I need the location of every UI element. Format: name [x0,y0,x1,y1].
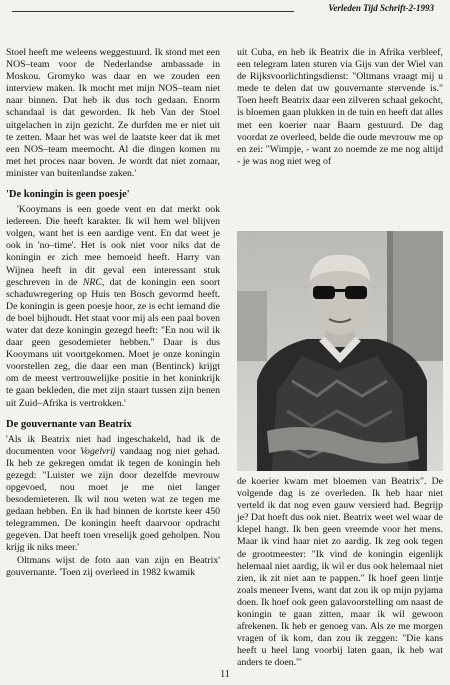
running-header: Verleden Tijd Schrift-2-1993 [328,3,434,13]
paragraph: 'Als ik Beatrix niet had ingeschakeld, had ik de documenten voor Vogelvrij vandaag nog niet gehad. Ik heb ze gekregen omdat ik tegen de koningin heb gezegd: "Luister we zijn door dezelfde mevrouw opgevoed, nou moet je me niet langer besodemieteren. Ik wil nou weten wat ze tegen me gedaan hebben. En ik had binnen de kortste keer 450 telegrammen. De koningin heeft daarvoor opdracht gegeven. Dat heeft toen vreselijk goed geholpen. Nou krijg ik niks meer.' [6,433,221,554]
left-column [6,47,220,579]
paragraph: de koerier kwam met bloemen van Beatrix". De volgende dag is ze overleden. Ik heb haar niet verteld ik dat nog even gauw versierd had. Begrijp je? Dat hoeft dus ook niet. Beatrix weet wel waar de klepel hangt. Ik ben geen vreemde voor het mens. Maar ik vind haar niet zo aardig. Ik zeg ook tegen de grootmeester: "Ik vind de koningin eigenlijk helemaal niet aardig, ik wil er dus ook helemaal niet zien, ik zit niet aan te pappen." Ik hoef geen lintje zoals meneer Ivens, want dat zou ik op mijn pyjama doen. Ik hoef ook geen galavoorstelling om naast de koningin te gaan zitten, maar ik wil gewoon afrekenen. Ik heb er genoeg van. Als ze me morgen vragen of ik kom, dan zou ik zeggen: "Die kans heeft u heel lang voorbij laten gaan, ik heb wat anders te doen."' [237,476,443,669]
paragraph: uit Cuba, en heb ik Beatrix die in Afrika verbleef, een telegram laten sturen via Gijs van der Wiel van de Rijksvoorlichtingsdienst: "Oltmans vraagt mij u mede te delen dat uw gouvernante stervende is." Toen heeft Beatrix daar een zilveren schaal gekocht, is bloemen gaan plukken in de tuin en heeft dat alles met een koerier naar Baarn gestuurd. De dag voordat ze overleed, belde die oude mevrouw me op en zei: "Wimpje, - want zo noemde ze me nog altijd - je was nog niet weg of [237,47,443,167]
right-column-lower [237,476,443,670]
paragraph: Stoel heeft me weleens weggestuurd. Ik stond met een NOS–team voor de Nederlandse ambassade in Moskou. Gromyko was daar en we zouden een interview maken. Ik mocht met mijn NOS–team niet naar binnen. Dat heb ik dus toch gedaan. Enorm schandaal is dat geworden. Ik heb Van der Stoel uitgelachen in zijn gezicht. Ze durfden me er niet uit te zetten. Maar het was wel de laatste keer dat ik met een NOS–team meemocht. Al die dingen komen nu met het proces naar boven. Je wordt dat niet zomaar, minister van buitenlandse zaken.' [6,47,220,179]
paragraph: Oltmans wijst de foto aan van zijn en Beatrix' gouvernante. 'Toen zij overleed in 1982 kwamik [6,554,220,578]
subheading: 'De koningin is geen poesje' [6,189,130,201]
page-number: 11 [220,669,230,680]
subheading: De gouvernante van Beatrix [6,418,132,430]
paragraph: 'Kooymans is een goede vent en dat merkt ook iedereen. Die heeft karakter. Ik wil hem wel blijven volgen, want het is een aardige vent. En dat weet je ook in 'no–time'. Het is ook niet voor niks dat de koningin er zich mee bemoeid heeft. Harry van Wijnea heeft in dit geval een interessant stuk geschreven in de NRC, dat de koningin een soort schaduwregering op Huis ten Bosch gevormd heeft. De koningin is geen poesje hoor, ze is echt iemand die de boel bijhoudt. Het staat voor mij als een paal boven water dat deze koningin gezegd heeft: "En nou wil ik daar geen gesodemieter hebben." Daar is dus Kooymans uit voortgekomen. Moet je onze koningin voorstellen zeg, die daar een man (Bentinck) krijgt om de meest vertrouwelijke positie in het koninkrijk te gaan bekleden, die met zijn staart tussen zijn benen uit Zuid–Afrika is vertrokken.' [6,204,221,409]
portrait-photo [237,231,443,471]
portrait-photo-drawing [237,231,443,471]
header-rule [12,11,294,12]
right-column-upper [237,47,443,168]
